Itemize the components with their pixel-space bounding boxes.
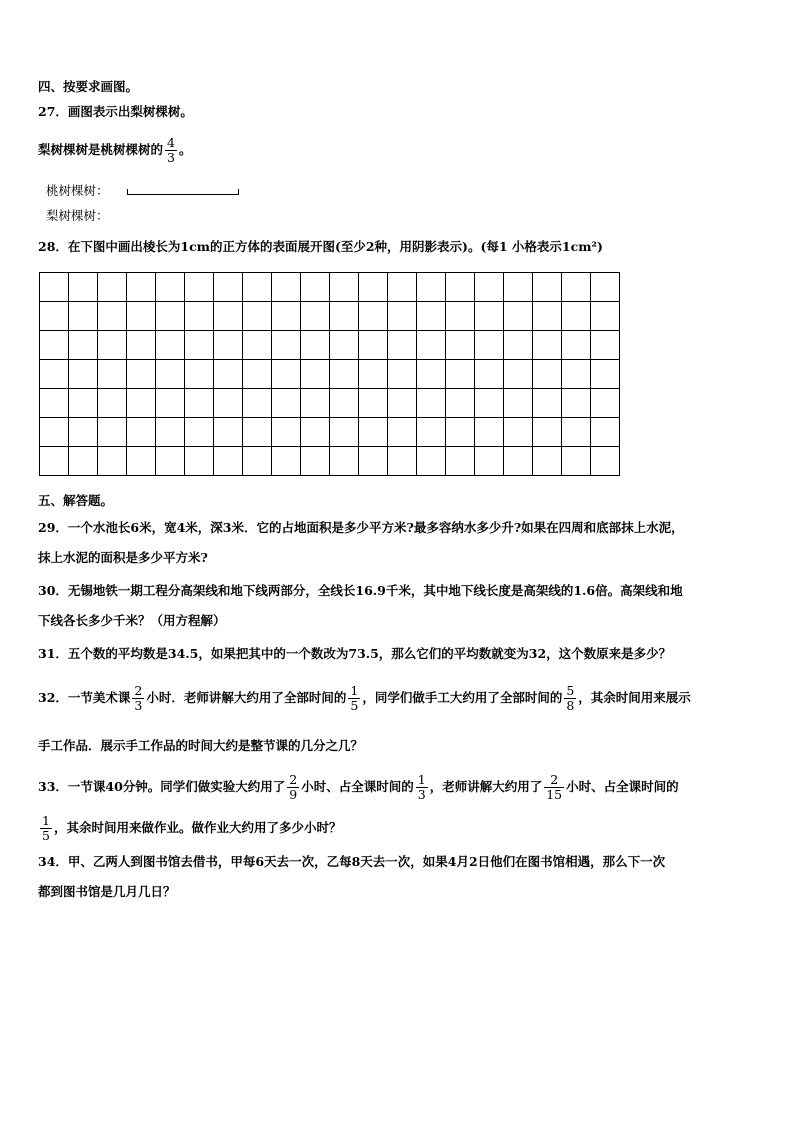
grid-cell[interactable] [359, 360, 388, 389]
grid-cell[interactable] [562, 418, 591, 447]
grid-cell[interactable] [214, 447, 243, 476]
question-32-text: ，其余时间用来展示 [578, 690, 691, 705]
grid-cell[interactable] [301, 302, 330, 331]
grid-cell[interactable] [69, 447, 98, 476]
grid-cell[interactable] [533, 273, 562, 302]
grid-cell[interactable] [214, 331, 243, 360]
grid-cell[interactable] [69, 302, 98, 331]
grid-cell[interactable] [417, 447, 446, 476]
grid-row [40, 302, 620, 331]
grid-cell[interactable] [562, 389, 591, 418]
fraction-numerator: 4 [167, 135, 175, 150]
grid-cell[interactable] [301, 273, 330, 302]
grid-cell[interactable] [272, 389, 301, 418]
fraction-numerator: 2 [550, 772, 559, 787]
grid-cell[interactable] [504, 273, 533, 302]
grid-cell[interactable] [243, 389, 272, 418]
grid-cell[interactable] [185, 418, 214, 447]
grid-row [40, 360, 620, 389]
grid-cell[interactable] [127, 302, 156, 331]
grid-cell[interactable] [475, 447, 504, 476]
grid-cell[interactable] [388, 389, 417, 418]
grid-cell[interactable] [98, 331, 127, 360]
grid-cell[interactable] [359, 418, 388, 447]
grid-cell[interactable] [475, 273, 504, 302]
fraction-denominator: 5 [350, 698, 359, 713]
question-29-line-2: 抹上水泥的面积是多少平方米? [38, 550, 208, 565]
question-33-text: 33．一节课40分钟。同学们做实验大约用了 [38, 779, 286, 794]
grid-cell[interactable] [359, 331, 388, 360]
fraction-denominator: 3 [134, 698, 143, 713]
grid-cell[interactable] [388, 360, 417, 389]
grid-cell[interactable] [272, 302, 301, 331]
grid-cell[interactable] [388, 273, 417, 302]
grid-cell[interactable] [127, 389, 156, 418]
fraction-numerator: 1 [417, 772, 426, 787]
question-32-text: 32．一节美术课 [38, 690, 131, 705]
grid-cell[interactable] [40, 360, 69, 389]
fraction-two-ninths [287, 773, 299, 802]
grid-cell[interactable] [562, 302, 591, 331]
grid-cell[interactable] [40, 418, 69, 447]
grid-cell[interactable] [69, 360, 98, 389]
question-32-text: 小时．老师讲解大约用了全部时间的 [146, 690, 347, 705]
grid-cell[interactable] [504, 447, 533, 476]
question-34-line-1: 34．甲、乙两人到图书馆去借书，甲每6天去一次，乙每8天去一次，如果4月2日他们在图书馆相遇，那么下一次 [38, 854, 666, 869]
grid-cell[interactable] [272, 447, 301, 476]
grid-cell[interactable] [417, 302, 446, 331]
grid-cell[interactable] [214, 418, 243, 447]
fraction-numerator: 2 [134, 683, 143, 698]
grid-cell[interactable] [127, 360, 156, 389]
grid-cell[interactable] [98, 273, 127, 302]
grid-cell[interactable] [40, 331, 69, 360]
question-27-text: 画图表示出梨树棵树。 [67, 104, 193, 119]
peach-tree-row [46, 182, 239, 200]
grid-cell[interactable] [591, 418, 620, 447]
fraction-one-fifth [40, 814, 52, 843]
grid-cell[interactable] [359, 447, 388, 476]
grid-cell[interactable] [359, 302, 388, 331]
grid-cell[interactable] [591, 302, 620, 331]
grid-cell[interactable] [127, 331, 156, 360]
grid-cell[interactable] [330, 418, 359, 447]
fraction-denominator: 8 [566, 698, 575, 713]
grid-cell[interactable] [272, 331, 301, 360]
grid-cell[interactable] [475, 418, 504, 447]
grid-cell[interactable] [533, 389, 562, 418]
grid-cell[interactable] [475, 360, 504, 389]
grid-cell[interactable] [330, 331, 359, 360]
grid-cell[interactable] [40, 273, 69, 302]
grid-cell[interactable] [562, 360, 591, 389]
grid-cell[interactable] [214, 360, 243, 389]
grid-cell[interactable] [533, 447, 562, 476]
fraction-denominator: 15 [546, 787, 563, 802]
question-32-line-2: 手工作品．展示手工作品的时间大约是整节课的几分之几？ [38, 738, 364, 753]
peach-tree-label: 桃树棵树： [46, 183, 109, 198]
grid-cell[interactable] [562, 273, 591, 302]
grid-cell[interactable] [301, 331, 330, 360]
grid-cell[interactable] [562, 331, 591, 360]
grid-cell[interactable] [243, 302, 272, 331]
grid-row [40, 447, 620, 476]
grid-cell[interactable] [417, 331, 446, 360]
grid-cell[interactable] [446, 273, 475, 302]
grid-cell[interactable] [330, 389, 359, 418]
grid-cell[interactable] [388, 302, 417, 331]
grid-cell[interactable] [243, 273, 272, 302]
grid-cell[interactable] [591, 447, 620, 476]
grid-cell[interactable] [417, 273, 446, 302]
fraction-one-third [416, 773, 428, 802]
question-32-line-1 [38, 684, 691, 713]
grid-cell[interactable] [446, 360, 475, 389]
fraction-denominator: 9 [289, 787, 298, 802]
question-33-text: 小时、占全课时间的 [301, 779, 414, 794]
grid-cell[interactable] [301, 447, 330, 476]
grid-cell[interactable] [98, 389, 127, 418]
grid-cell[interactable] [156, 273, 185, 302]
grid-cell[interactable] [156, 331, 185, 360]
pear-tree-row [46, 207, 109, 225]
question-33-text: 小时、占全课时间的 [566, 779, 679, 794]
grid-cell[interactable] [504, 418, 533, 447]
grid-cell[interactable] [359, 273, 388, 302]
question-27-number: 27． [38, 104, 68, 119]
grid-cell[interactable] [69, 273, 98, 302]
grid-cell[interactable] [69, 418, 98, 447]
grid-cell[interactable] [504, 360, 533, 389]
grid-cell[interactable] [359, 389, 388, 418]
question-33-text: ，老师讲解大约用了 [429, 779, 543, 794]
grid-cell[interactable] [98, 418, 127, 447]
grid-cell[interactable] [591, 389, 620, 418]
fraction-one-fifth [348, 684, 360, 713]
grid-cell[interactable] [69, 389, 98, 418]
grid-cell[interactable] [562, 447, 591, 476]
grid-cell[interactable] [40, 302, 69, 331]
grid-cell[interactable] [591, 273, 620, 302]
grid-cell[interactable] [185, 360, 214, 389]
grid-cell[interactable] [504, 302, 533, 331]
grid-cell[interactable] [475, 302, 504, 331]
grid-cell[interactable] [272, 418, 301, 447]
grid-cell[interactable] [504, 389, 533, 418]
grid-cell[interactable] [156, 447, 185, 476]
grid-cell[interactable] [301, 389, 330, 418]
fraction-five-eighths [564, 684, 576, 713]
question-30-line-2: 下线各长多少千米？（用方程解） [38, 613, 226, 628]
question-28-text: 在下图中画出棱长为1cm的正方体的表面展开图(至少2种，用阴影表示)。(每1 小格表示1cm²) [67, 239, 603, 254]
grid-cell[interactable] [504, 331, 533, 360]
fraction-numerator: 1 [350, 683, 359, 698]
question-28-number: 28． [38, 239, 68, 254]
grid-cell[interactable] [98, 360, 127, 389]
grid-cell[interactable] [446, 418, 475, 447]
grid-cell[interactable] [40, 447, 69, 476]
pear-tree-label: 梨树棵树： [46, 208, 109, 223]
fraction-denominator: 3 [417, 787, 426, 802]
grid-cell[interactable] [475, 331, 504, 360]
grid-cell[interactable] [330, 360, 359, 389]
question-33-text: ，其余时间用来做作业。做作业大约用了多少小时？ [53, 820, 342, 835]
statement-end: 。 [178, 142, 192, 157]
grid-cell[interactable] [214, 389, 243, 418]
fraction-denominator: 5 [42, 828, 50, 843]
grid-cell[interactable] [330, 302, 359, 331]
question-33-line-2 [38, 814, 341, 843]
fraction-numerator: 5 [566, 683, 575, 698]
grid-cell[interactable] [243, 360, 272, 389]
grid-cell[interactable] [446, 447, 475, 476]
fraction-denominator: 3 [167, 150, 175, 165]
grid-cell[interactable] [272, 360, 301, 389]
fraction-two-fifteenths [544, 773, 564, 802]
question-27-statement [38, 136, 191, 165]
grid-cell[interactable] [156, 418, 185, 447]
grid-cell[interactable] [446, 331, 475, 360]
question-29-line-1: 29．一个水池长6米，宽4米，深3米．它的占地面积是多少平方米?最多容纳水多少升?如果在四周和底部抹上水泥， [38, 520, 684, 535]
grid-cell[interactable] [417, 360, 446, 389]
grid-row [40, 389, 620, 418]
grid-cell[interactable] [214, 273, 243, 302]
grid-cell[interactable] [127, 447, 156, 476]
statement-text: 梨树棵树是桃树棵树的 [38, 142, 164, 157]
grid-cell[interactable] [446, 389, 475, 418]
grid-cell[interactable] [591, 331, 620, 360]
grid-row [40, 273, 620, 302]
grid-cell[interactable] [591, 360, 620, 389]
question-33-line-1 [38, 773, 679, 802]
grid-cell[interactable] [388, 447, 417, 476]
question-32-text: ，同学们做手工大约用了全部时间的 [362, 690, 563, 705]
grid-cell[interactable] [185, 302, 214, 331]
section-5-heading: 五、解答题。 [38, 493, 114, 508]
grid-cell[interactable] [533, 360, 562, 389]
grid-cell[interactable] [533, 418, 562, 447]
grid-row [40, 418, 620, 447]
grid-row [40, 331, 620, 360]
grid-cell[interactable] [301, 418, 330, 447]
grid-cell[interactable] [243, 418, 272, 447]
grid-cell[interactable] [388, 331, 417, 360]
section-4-heading: 四、按要求画图。 [38, 79, 139, 94]
peach-tree-segment [127, 189, 239, 195]
grid-cell[interactable] [533, 331, 562, 360]
grid-cell[interactable] [127, 418, 156, 447]
fraction-two-thirds [132, 684, 144, 713]
grid-cell[interactable] [156, 389, 185, 418]
grid-cell[interactable] [417, 389, 446, 418]
grid-cell[interactable] [475, 389, 504, 418]
grid-cell[interactable] [330, 447, 359, 476]
question-34-line-2: 都到图书馆是几月几日？ [38, 884, 176, 899]
grid-cell[interactable] [243, 331, 272, 360]
fraction-numerator: 2 [289, 772, 298, 787]
grid-cell[interactable] [388, 418, 417, 447]
grid-cell[interactable] [185, 389, 214, 418]
grid-cell[interactable] [98, 447, 127, 476]
fraction-numerator: 1 [42, 813, 50, 828]
grid-cell[interactable] [272, 273, 301, 302]
grid-cell[interactable] [40, 389, 69, 418]
question-30-line-1: 30．无锡地铁一期工程分高架线和地下线两部分，全线长16.9千米，其中地下线长度是高架线的1.6倍。高架线和地 [38, 583, 683, 598]
grid-cell[interactable] [185, 273, 214, 302]
grid-cell[interactable] [98, 302, 127, 331]
grid-cell[interactable] [127, 273, 156, 302]
grid-cell[interactable] [417, 418, 446, 447]
grid-cell[interactable] [533, 302, 562, 331]
drawing-grid[interactable] [39, 272, 620, 476]
question-31: 31．五个数的平均数是34.5，如果把其中的一个数改为73.5，那么它们的平均数就变为32，这个数原来是多少？ [38, 646, 672, 661]
question-27 [38, 103, 193, 121]
grid-cell[interactable] [214, 302, 243, 331]
grid-cell[interactable] [156, 360, 185, 389]
fraction-four-thirds [165, 136, 177, 165]
grid-cell[interactable] [185, 447, 214, 476]
grid-cell[interactable] [69, 331, 98, 360]
grid-cell[interactable] [243, 447, 272, 476]
grid-cell[interactable] [156, 302, 185, 331]
question-28 [38, 238, 603, 256]
grid-cell[interactable] [330, 273, 359, 302]
grid-cell[interactable] [446, 302, 475, 331]
grid-cell[interactable] [185, 331, 214, 360]
grid-cell[interactable] [301, 360, 330, 389]
